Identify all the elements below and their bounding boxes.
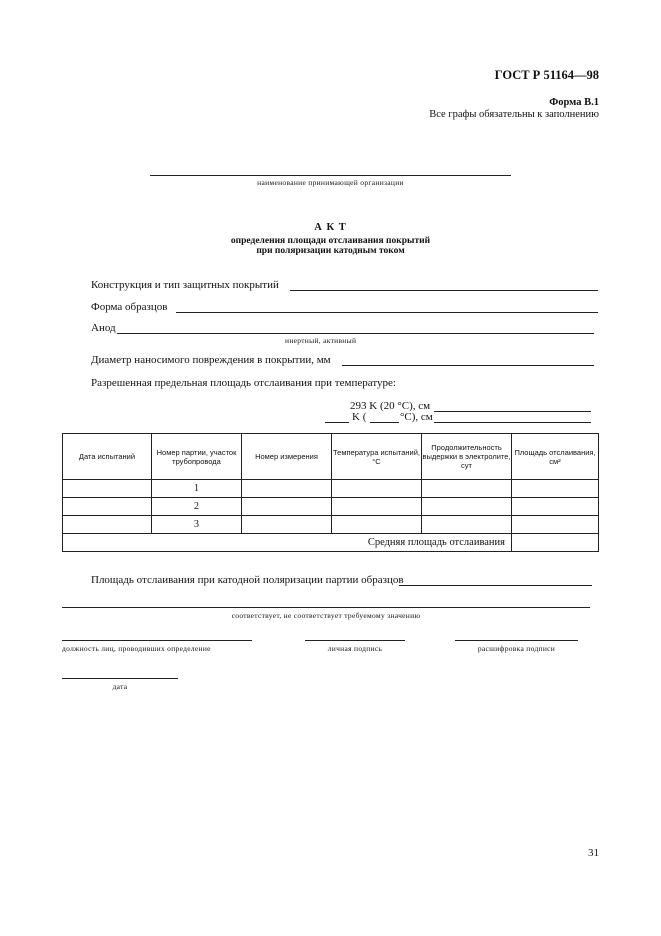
cell-batch: 2 xyxy=(152,498,242,516)
act-subtitle-2: при поляризации катодным током xyxy=(256,246,405,256)
table-row xyxy=(63,516,599,534)
construction-field[interactable] xyxy=(290,290,598,291)
cell[interactable] xyxy=(512,480,599,498)
standard-header: ГОСТ Р 51164—98 xyxy=(494,68,599,82)
cell[interactable] xyxy=(422,480,512,498)
signature-line[interactable] xyxy=(305,640,405,641)
form-label: Форма В.1 xyxy=(549,97,599,108)
signature-caption: личная подпись xyxy=(327,644,383,653)
act-subtitle-1: определения площади отслаивания покрытий xyxy=(230,236,431,246)
temp1-label: 293 K (20 °С), см xyxy=(350,400,431,412)
decoding-caption: расшифровка подписи xyxy=(477,644,556,653)
cell[interactable] xyxy=(422,498,512,516)
cell[interactable] xyxy=(332,516,422,534)
conclusion-caption: соответствует, не соответствует требуемому значению xyxy=(231,611,421,620)
average-label: Средняя площадь отслаивания xyxy=(63,534,512,552)
sample-form-label: Форма образцов xyxy=(91,301,168,313)
cell-batch: 3 xyxy=(152,516,242,534)
position-line[interactable] xyxy=(62,640,252,641)
temp2-k-label: K ( xyxy=(352,411,367,423)
date-caption: дата xyxy=(112,682,128,691)
cell[interactable] xyxy=(242,516,332,534)
diameter-field[interactable] xyxy=(342,365,594,366)
col-batch-number: Номер партии, участок трубопровода xyxy=(152,434,242,480)
anode-field[interactable] xyxy=(117,333,594,334)
decoding-line[interactable] xyxy=(455,640,578,641)
diameter-label: Диаметр наносимого повреждения в покрытии, мм xyxy=(91,354,331,366)
page-number: 31 xyxy=(588,847,599,859)
cell[interactable] xyxy=(332,480,422,498)
col-duration: Продолжительность выдержки в электролите, сут xyxy=(422,434,512,480)
cell[interactable] xyxy=(512,498,599,516)
org-name-line[interactable] xyxy=(150,175,511,176)
table-row xyxy=(63,498,599,516)
anode-label: Анод xyxy=(91,322,116,334)
average-row xyxy=(63,534,599,552)
table-header-row xyxy=(63,434,599,480)
cell[interactable] xyxy=(63,516,152,534)
cell[interactable] xyxy=(63,480,152,498)
anode-caption: инертный, активный xyxy=(285,336,357,345)
col-temperature: Температура испытаний, °С xyxy=(332,434,422,480)
conclusion-result-line[interactable] xyxy=(62,607,590,608)
conclusion-label: Площадь отслаивания при катодной поляризации партии образцов xyxy=(91,574,404,586)
cell[interactable] xyxy=(63,498,152,516)
form-note: Все графы обязательны к заполнению xyxy=(429,109,599,120)
conclusion-field[interactable] xyxy=(399,585,592,586)
position-caption: должность лиц, проводивших определение xyxy=(62,644,211,653)
cell-batch: 1 xyxy=(152,480,242,498)
col-test-date: Дата испытаний xyxy=(63,434,152,480)
act-title: А К Т xyxy=(314,222,347,233)
date-line[interactable] xyxy=(62,678,178,679)
temp2-field[interactable] xyxy=(434,422,591,423)
allowed-area-label: Разрешенная предельная площадь отслаивания при температуре: xyxy=(91,377,396,389)
table-row xyxy=(63,480,599,498)
col-area: Площадь отслаивания, см² xyxy=(512,434,599,480)
cell[interactable] xyxy=(332,498,422,516)
cell[interactable] xyxy=(242,498,332,516)
average-value-cell[interactable] xyxy=(512,534,599,552)
col-measurement-number: Номер измерения xyxy=(242,434,332,480)
construction-label: Конструкция и тип защитных покрытий xyxy=(91,279,279,291)
cell[interactable] xyxy=(512,516,599,534)
results-table xyxy=(62,433,599,552)
temp1-field[interactable] xyxy=(434,411,591,412)
cell[interactable] xyxy=(422,516,512,534)
temp2-kelvin-field[interactable] xyxy=(325,422,349,423)
sample-form-field[interactable] xyxy=(176,312,598,313)
cell[interactable] xyxy=(242,480,332,498)
temp2-c-label: °С), см xyxy=(400,411,433,423)
org-caption: наименование принимающей организации xyxy=(257,178,404,187)
temp2-celsius-field[interactable] xyxy=(370,422,399,423)
